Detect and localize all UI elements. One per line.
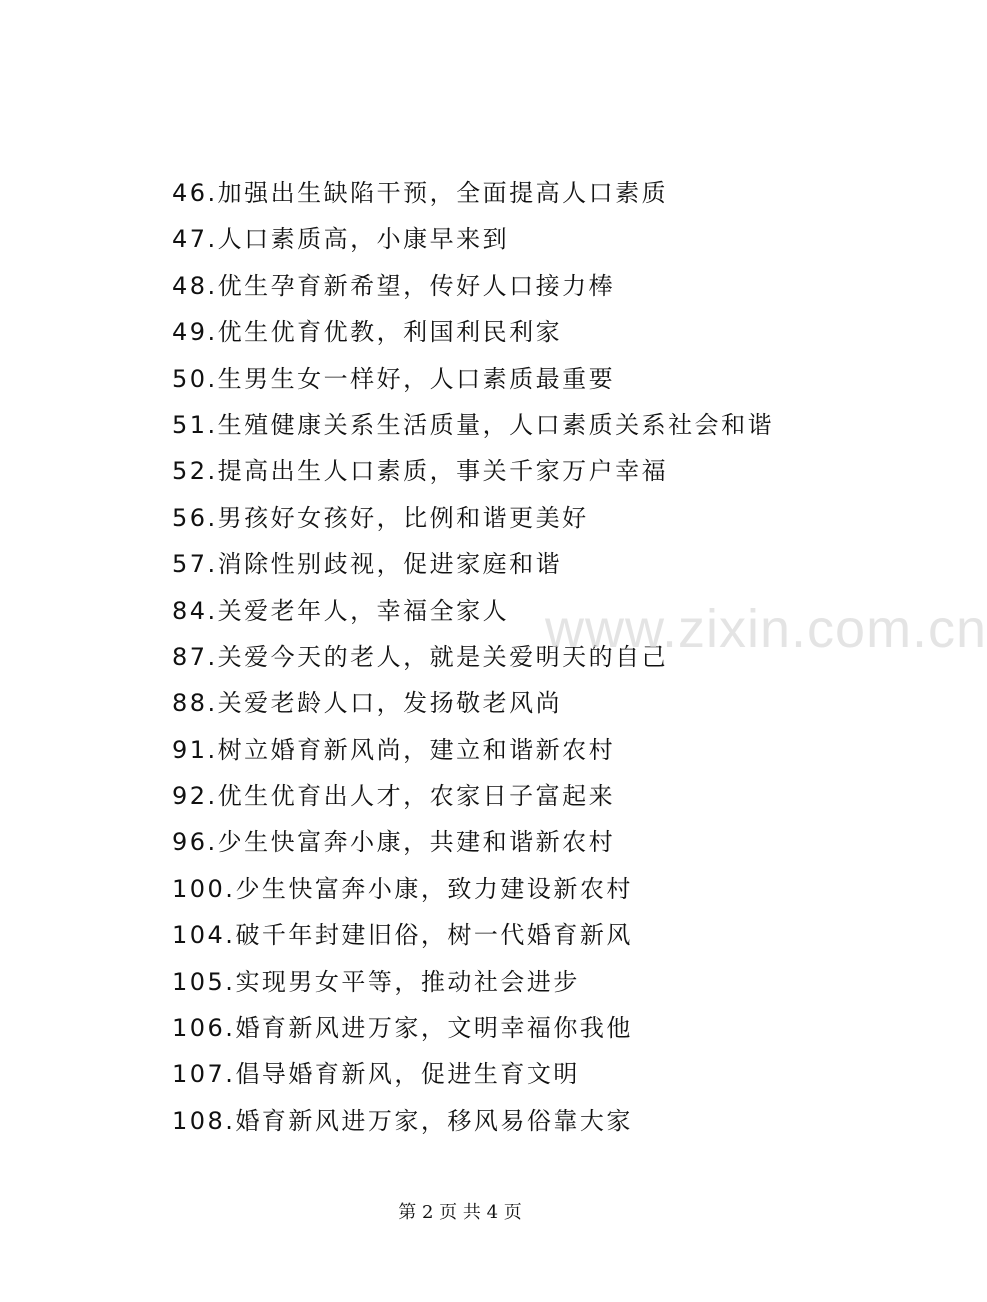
- slogan-item: 107.倡导婚育新风，促进生育文明: [172, 1060, 580, 1089]
- slogan-item: 88.关爱老龄人口，发扬敬老风尚: [172, 689, 563, 718]
- slogan-item: 48.优生孕育新希望，传好人口接力棒: [172, 271, 616, 300]
- slogan-item: 46.加强出生缺陷干预，全面提高人口素质: [172, 179, 669, 207]
- slogan-item: 100.少生快富奔小康，致力建设新农村: [172, 874, 633, 903]
- slogan-item: 106.婚育新风进万家，文明幸福你我他: [172, 1014, 633, 1043]
- page-footer: 第 2 页 共 4 页: [398, 1202, 522, 1223]
- slogan-item: 84.关爱老年人，幸福全家人: [172, 596, 510, 625]
- slogan-item: 92.优生优育出人才，农家日子富起来: [172, 782, 616, 811]
- slogan-item: 57.消除性别歧视，促进家庭和谐: [172, 550, 563, 579]
- slogan-item: 104.破千年封建旧俗，树一代婚育新风: [172, 921, 633, 950]
- slogan-item: 56.男孩好女孩好，比例和谐更美好: [172, 503, 589, 532]
- slogan-item: 50.生男生女一样好，人口素质最重要: [172, 364, 616, 393]
- slogan-item: 47.人口素质高，小康早来到: [172, 225, 510, 254]
- watermark: www.zixin.com.cn: [545, 599, 987, 659]
- slogan-item: 105.实现男女平等，推动社会进步: [172, 967, 580, 996]
- slogan-item: 87.关爱今天的老人，就是关爱明天的自己: [172, 642, 669, 671]
- slogan-item: 108.婚育新风进万家，移风易俗靠大家: [172, 1106, 633, 1135]
- slogan-item: 96.少生快富奔小康，共建和谐新农村: [172, 828, 616, 857]
- slogan-item: 52.提高出生人口素质，事关千家万户幸福: [172, 457, 669, 486]
- slogan-item: 91.树立婚育新风尚，建立和谐新农村: [172, 735, 616, 764]
- slogan-item: 51.生殖健康关系生活质量，人口素质关系社会和谐: [172, 410, 775, 439]
- slogan-item: 49.优生优育优教，利国利民利家: [172, 318, 563, 347]
- slogan-list: [172, 170, 774, 1144]
